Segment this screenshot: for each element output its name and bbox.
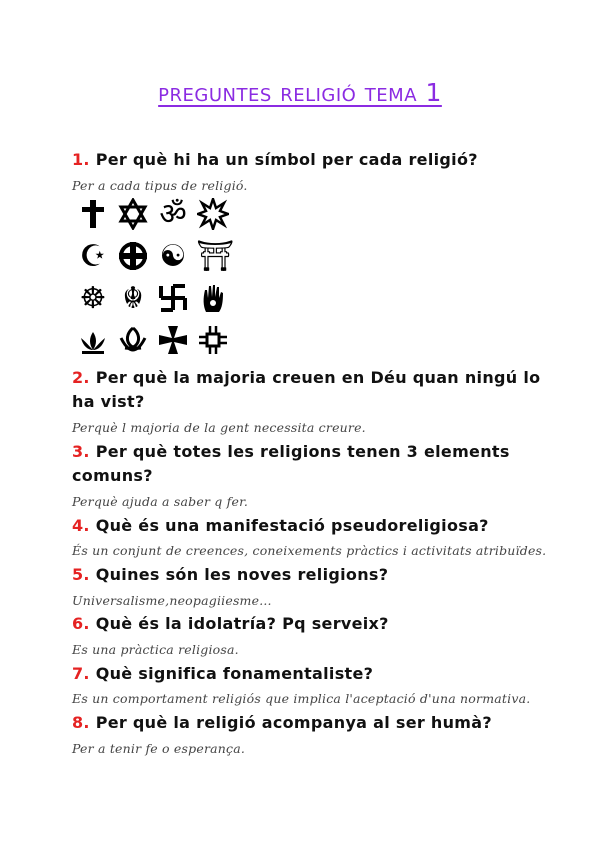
question-text: Per què la majoria creuen en Déu quan ningú lo ha vist? — [72, 368, 541, 411]
swastika-icon — [156, 282, 190, 316]
question-text: Què és la idolatría? Pq serveix? — [95, 614, 389, 633]
hamsa-hand-icon — [196, 282, 230, 316]
question-text: Per què la religió acompanya al ser humà? — [95, 713, 492, 732]
question-number: 2. — [72, 368, 90, 387]
star-crescent-icon: ☪ — [79, 239, 107, 274]
question-number: 3. — [72, 442, 90, 461]
religious-symbols-grid — [76, 198, 246, 358]
question-2 — [72, 366, 542, 414]
question-1 — [72, 148, 542, 172]
answer-5: Universalisme,neopagiiesme... — [72, 593, 272, 608]
lotus-icon — [76, 324, 110, 358]
answer-8: Per a tenir fe o esperança. — [72, 741, 246, 756]
answer-2: Perquè l majoria de la gent necessita creure. — [72, 420, 366, 435]
star-of-david-icon — [116, 198, 150, 232]
question-text: Què significa fonamentaliste? — [95, 664, 374, 683]
latin-cross-icon — [76, 198, 110, 232]
question-6 — [72, 612, 542, 636]
celtic-cross-icon — [116, 240, 150, 274]
om-icon: ॐ — [159, 197, 187, 232]
dharma-wheel-icon: ☸ — [79, 281, 107, 316]
question-7 — [72, 662, 542, 686]
question-5 — [72, 563, 542, 587]
question-number: 6. — [72, 614, 90, 633]
answer-6: Es una pràctica religiosa. — [72, 642, 239, 657]
answer-3: Perquè ajuda a saber q fer. — [72, 494, 249, 509]
question-8 — [72, 711, 542, 735]
answer-4: És un conjunt de creences, coneixements pràctics i activitats atribuïdes. — [72, 543, 547, 558]
answer-7: Es un comportament religiós que implica l'aceptació d'una normativa. — [72, 691, 531, 706]
triquetra-icon — [116, 324, 150, 358]
question-4 — [72, 514, 542, 538]
question-number: 1. — [72, 150, 90, 169]
question-number: 7. — [72, 664, 90, 683]
question-3 — [72, 440, 542, 488]
question-text: Per què hi ha un símbol per cada religió? — [95, 150, 478, 169]
cross-pattee-icon — [156, 324, 190, 358]
question-number: 8. — [72, 713, 90, 732]
question-text: Quines són les noves religions? — [95, 565, 389, 584]
zuni-sun-icon — [196, 324, 230, 358]
bahai-star-icon — [196, 198, 230, 232]
question-number: 5. — [72, 565, 90, 584]
yin-yang-icon: ☯ — [159, 239, 187, 274]
question-text: Per què totes les religions tenen 3 elements comuns? — [72, 442, 510, 485]
khanda-icon: ☬ — [122, 281, 144, 316]
question-number: 4. — [72, 516, 90, 535]
page-title: preguntes religió tema 1 — [158, 78, 442, 107]
answer-1: Per a cada tipus de religió. — [72, 178, 248, 193]
torii-gate-icon: ⛩ — [196, 239, 235, 274]
question-text: Què és una manifestació pseudoreligiosa? — [95, 516, 489, 535]
